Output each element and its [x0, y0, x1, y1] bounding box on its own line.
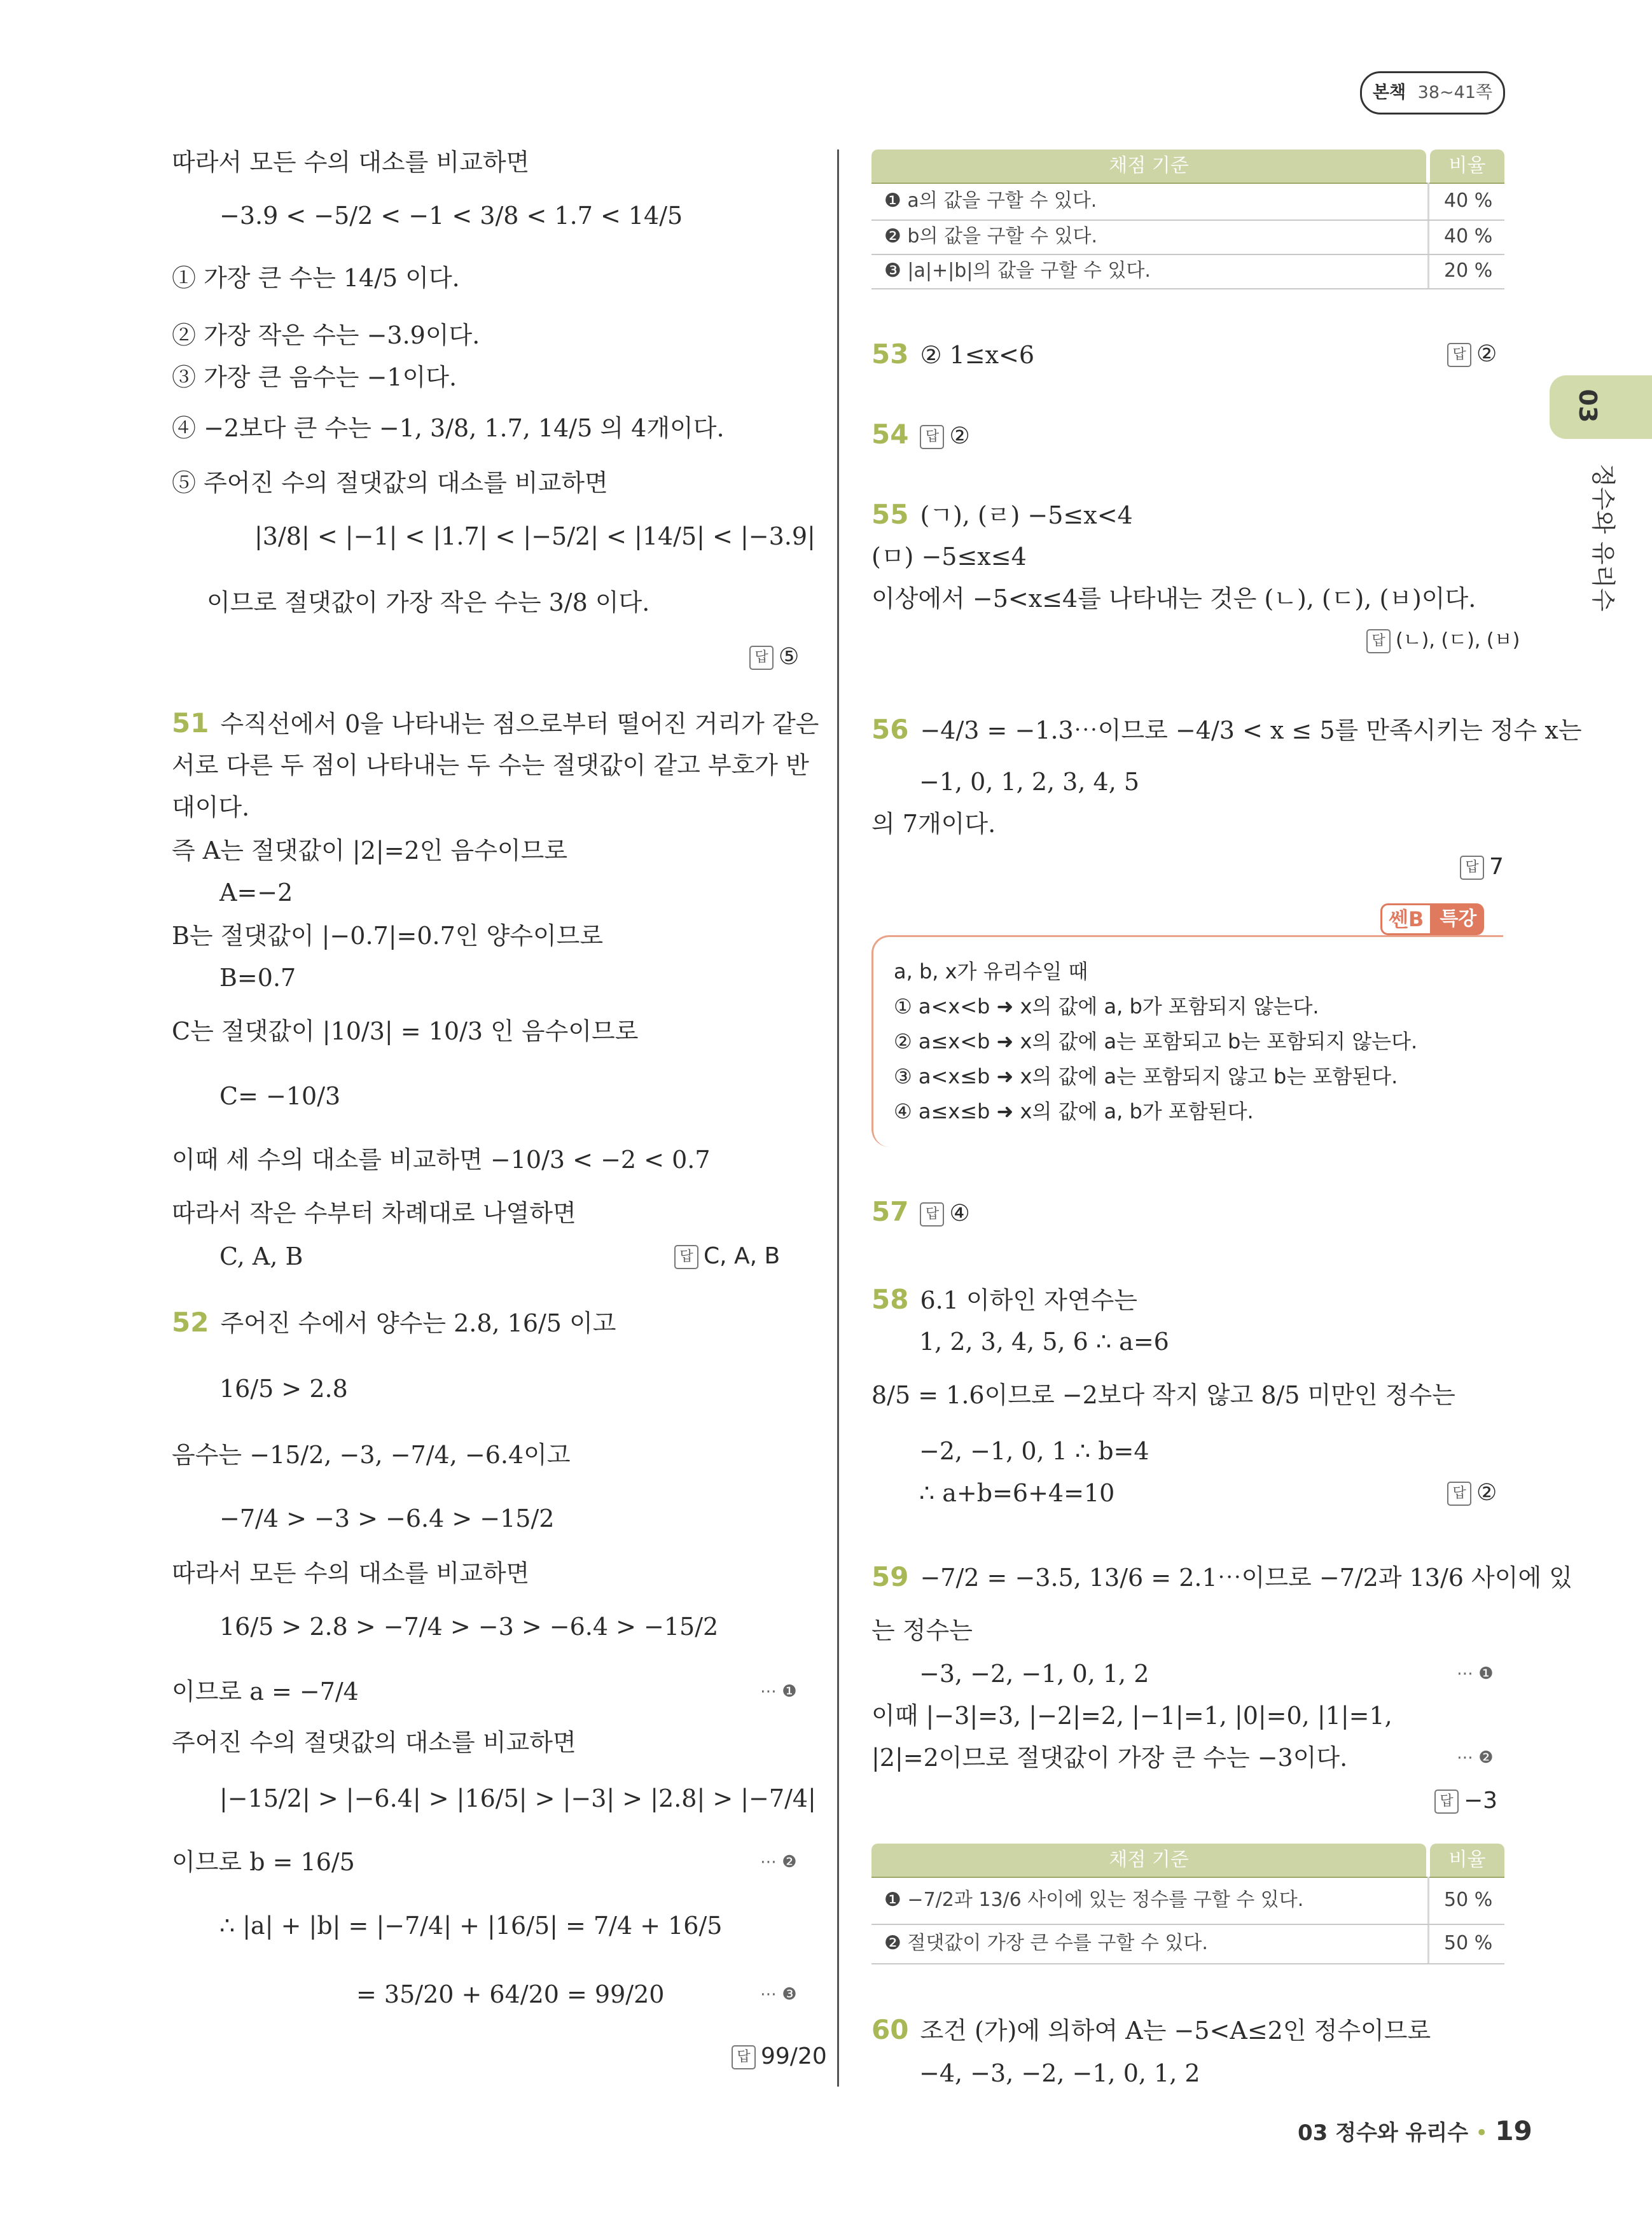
table-header-ratio: 비율: [1430, 149, 1504, 183]
answer-line: [674, 1239, 780, 1274]
answer-value: ②: [949, 423, 970, 449]
math-line: −1, 0, 1, 2, 3, 4, 5: [919, 768, 1140, 796]
step-marker-3: ⋯ ❸: [760, 1985, 797, 2004]
math-line: C= −10/3: [219, 1082, 341, 1110]
solution-text: (ㅁ) −5≤x≤4: [871, 543, 1027, 571]
math-line: ∴ |a| + |b| = |−7/4| + |16/5| = 7/4 + 16/5: [219, 1912, 723, 1940]
choice-2: ② 가장 작은 수는 −3.9이다.: [172, 321, 480, 349]
answer-line: [1366, 623, 1520, 658]
step-marker-2: ⋯ ❷: [760, 1852, 797, 1872]
ratio-1: 40 %: [1444, 190, 1493, 212]
math-line: = 35/20 + 64/20 = 99/20: [356, 1980, 665, 2008]
problem-number: 57: [871, 1196, 909, 1227]
solution-first-line: [871, 2013, 1431, 2048]
solution-text: 대이다.: [172, 793, 250, 821]
page-reference-tag: [1360, 71, 1505, 115]
answer-icon: 답: [732, 2045, 756, 2069]
solution-first-line: [172, 706, 819, 741]
solution-first-line: [871, 497, 1133, 532]
tip-intro: a, b, x가 유리수일 때: [894, 959, 1088, 983]
solution-53: [871, 337, 1034, 372]
solution-text: 주어진 수의 절댓값의 대소를 비교하면: [172, 1728, 576, 1756]
answer-value: 7: [1489, 854, 1504, 880]
math-line: ∴ a+b=6+4=10: [919, 1479, 1115, 1507]
page-number: 19: [1495, 2115, 1532, 2146]
solution-text: 이상에서 −5<x≤4를 나타내는 것은 (ㄴ), (ㄷ), (ㅂ)이다.: [871, 585, 1476, 613]
math-line: |−15/2| > |−6.4| > |16/5| > |−3| > |2.8| > |−7/4|: [219, 1784, 816, 1812]
footer-dot: •: [1475, 2120, 1489, 2146]
solution-text: 이때 세 수의 대소를 비교하면 −10/3 < −2 < 0.7: [172, 1146, 711, 1174]
table-column-rule: [1427, 1877, 1429, 1964]
solution-text: 조건 (가)에 의하여 A는 −5<A≤2인 정수이므로: [920, 2017, 1431, 2045]
answer-value: ②: [1476, 1480, 1497, 1506]
criteria-3: ❸ |a|+|b|의 값을 구할 수 있다.: [884, 260, 1151, 282]
ratio-3: 20 %: [1444, 260, 1493, 282]
answer-value: C, A, B: [704, 1243, 781, 1269]
table-row-rule: [871, 1924, 1504, 1925]
answer-value: ②: [1476, 341, 1497, 367]
math-line: |3/8| < |−1| < |1.7| < |−5/2| < |14/5| < |−3.9|: [254, 522, 816, 550]
solution-first-line: [871, 1560, 1572, 1595]
math-line: −2, −1, 0, 1 ∴ b=4: [919, 1437, 1149, 1465]
solution-text: 따라서 작은 수부터 차례대로 나열하면: [172, 1199, 576, 1227]
tip-item-1: ① a<x<b ➜ x의 값에 a, b가 포함되지 않는다.: [894, 994, 1319, 1018]
answer-icon: 답: [674, 1245, 698, 1269]
solution-text: 이므로 절댓값이 가장 작은 수는 3/8 이다.: [207, 588, 650, 616]
solution-text: 6.1 이하인 자연수는: [920, 1286, 1138, 1314]
problem-number: 51: [172, 707, 209, 739]
math-line: −4, −3, −2, −1, 0, 1, 2: [919, 2059, 1200, 2087]
math-line: −3.9 < −5/2 < −1 < 3/8 < 1.7 < 14/5: [219, 202, 683, 230]
solution-text: 8/5 = 1.6이므로 −2보다 작지 않고 8/5 미만인 정수는: [871, 1381, 1455, 1409]
solution-text: 수직선에서 0을 나타내는 점으로부터 떨어진 거리가 같은: [220, 710, 819, 738]
solution-first-line: [871, 1282, 1137, 1317]
solution-57: [871, 1195, 970, 1231]
answer-value: (ㄴ), (ㄷ), (ㅂ): [1396, 629, 1520, 651]
solution-text: 음수는 −15/2, −3, −7/4, −6.4이고: [172, 1441, 571, 1469]
solution-text: −4/3 = −1.3⋯이므로 −4/3 < x ≤ 5를 만족시키는 정수 x는: [920, 716, 1582, 744]
table-top-rule: [871, 1877, 1504, 1878]
math-line: 1, 2, 3, 4, 5, 6 ∴ a=6: [919, 1328, 1169, 1356]
answer-value: ⑤: [779, 644, 800, 670]
solution-text: 주어진 수에서 양수는 2.8, 16/5 이고: [220, 1309, 616, 1337]
ratio-2: 50 %: [1444, 1932, 1493, 1954]
problem-number: 58: [871, 1284, 909, 1315]
solution-first-line: [172, 1305, 616, 1340]
answer-value: ④: [949, 1200, 970, 1227]
criteria-1: ❶ −7/2과 13/6 사이에 있는 정수를 구할 수 있다.: [884, 1889, 1304, 1911]
scoring-table-2: [871, 1844, 1504, 1964]
answer-icon: 답: [1460, 856, 1484, 880]
problem-number: 59: [871, 1561, 909, 1592]
math-line: −3, −2, −1, 0, 1, 2: [919, 1660, 1149, 1688]
problem-number: 60: [871, 2014, 909, 2045]
tip-item-2: ② a≤x<b ➜ x의 값에 a는 포함되고 b는 포함되지 않는다.: [894, 1029, 1418, 1053]
tip-item-4: ④ a≤x≤b ➜ x의 값에 a, b가 포함된다.: [894, 1099, 1254, 1123]
choice-5: ⑤ 주어진 수의 절댓값의 대소를 비교하면: [172, 469, 608, 497]
solution-text: 의 7개이다.: [871, 810, 996, 838]
ratio-2: 40 %: [1444, 225, 1493, 247]
step-marker-1: ⋯ ❶: [1457, 1664, 1494, 1683]
choice-4: ④ −2보다 큰 수는 −1, 3/8, 1.7, 14/5 의 4개이다.: [172, 414, 725, 442]
solution-text: |2|=2이므로 절댓값이 가장 큰 수는 −3이다.: [871, 1744, 1348, 1772]
table-bottom-rule: [871, 1963, 1504, 1964]
math-line: A=−2: [219, 879, 293, 907]
answer-line: [1434, 1784, 1497, 1818]
solution-text: (ㄱ), (ㄹ) −5≤x<4: [920, 501, 1133, 529]
ratio-1: 50 %: [1444, 1889, 1493, 1911]
scoring-table-1: [871, 149, 1504, 289]
answer-line: [1460, 850, 1504, 884]
criteria-1: ❶ a의 값을 구할 수 있다.: [884, 190, 1097, 212]
step-marker-2: ⋯ ❷: [1457, 1748, 1494, 1767]
column-divider: [837, 149, 839, 2087]
table-header-criteria: 채점 기준: [871, 1844, 1426, 1877]
answer-line: [1447, 1476, 1497, 1510]
answer-line: [749, 640, 799, 674]
chapter-side-tab: [1550, 375, 1652, 439]
tip-label: 특강: [1432, 903, 1484, 935]
answer-icon: 답: [920, 425, 944, 449]
answer-value: 99/20: [761, 2043, 827, 2069]
solution-first-line: [871, 712, 1582, 747]
answer-line: [732, 2040, 827, 2074]
solution-text: ② 1≤x<6: [920, 341, 1035, 369]
table-column-rule: [1427, 183, 1429, 289]
tip-item-3: ③ a<x≤b ➜ x의 값에 a는 포함되지 않고 b는 포함된다.: [894, 1064, 1398, 1088]
problem-number: 53: [871, 338, 909, 370]
problem-number: 54: [871, 419, 909, 450]
solution-text: 서로 다른 두 점이 나타내는 두 수는 절댓값이 같고 부호가 반: [172, 751, 809, 779]
answer-icon: 답: [920, 1202, 944, 1227]
math-line: 16/5 > 2.8 > −7/4 > −3 > −6.4 > −15/2: [219, 1613, 719, 1641]
solution-text: 이때 |−3|=3, |−2|=2, |−1|=1, |0|=0, |1|=1,: [871, 1702, 1392, 1730]
page-footer: [1298, 2112, 1532, 2150]
criteria-2: ❷ b의 값을 구할 수 있다.: [884, 225, 1097, 247]
tip-badge: [1380, 903, 1484, 935]
choice-3: ③ 가장 큰 음수는 −1이다.: [172, 363, 457, 391]
page-reference-range: 38~41쪽: [1417, 83, 1493, 102]
math-line: −7/4 > −3 > −6.4 > −15/2: [219, 1505, 555, 1533]
solution-text: 이므로 b = 16/5: [172, 1848, 355, 1876]
tip-brand: 쎈B: [1380, 903, 1432, 935]
solution-text: B는 절댓값이 |−0.7|=0.7인 양수이므로: [172, 922, 604, 950]
problem-number: 56: [871, 714, 909, 745]
page-reference-label: 본책: [1372, 83, 1406, 102]
math-line: C, A, B: [219, 1242, 303, 1270]
answer-line: [1447, 337, 1497, 372]
solution-text: −7/2 = −3.5, 13/6 = 2.1⋯이므로 −7/2과 13/6 사이에 있: [920, 1564, 1572, 1592]
table-header-ratio: 비율: [1430, 1844, 1504, 1877]
answer-icon: 답: [1366, 629, 1391, 653]
footer-chapter: 03 정수와 유리수: [1298, 2120, 1469, 2146]
math-line: B=0.7: [219, 964, 296, 992]
step-marker-1: ⋯ ❶: [760, 1682, 797, 1701]
problem-number: 55: [871, 499, 909, 530]
answer-icon: 답: [1447, 1482, 1471, 1506]
solution-54: [871, 417, 970, 454]
solution-text: C는 절댓값이 |10/3| = 10/3 인 음수이므로: [172, 1017, 639, 1045]
table-bottom-rule: [871, 288, 1504, 289]
table-header-criteria: 채점 기준: [871, 149, 1426, 183]
criteria-2: ❷ 절댓값이 가장 큰 수를 구할 수 있다.: [884, 1932, 1208, 1954]
solution-text: 이므로 a = −7/4: [172, 1678, 359, 1706]
chapter-side-title: 정수와 유리수: [1589, 463, 1617, 612]
solution-text: 따라서 모든 수의 대소를 비교하면: [172, 148, 530, 176]
problem-number: 52: [172, 1307, 209, 1338]
solution-text: 즉 A는 절댓값이 |2|=2인 음수이므로: [172, 837, 568, 865]
answer-value: −3: [1464, 1788, 1498, 1814]
chapter-number: 03: [1574, 389, 1602, 423]
math-line: 16/5 > 2.8: [219, 1375, 348, 1403]
answer-icon: 답: [749, 646, 774, 670]
solution-text: 따라서 모든 수의 대소를 비교하면: [172, 1559, 530, 1587]
solution-text: 는 정수는: [871, 1616, 973, 1644]
answer-icon: 답: [1447, 343, 1471, 367]
choice-1: ① 가장 큰 수는 14/5 이다.: [172, 264, 460, 292]
answer-icon: 답: [1434, 1790, 1459, 1814]
